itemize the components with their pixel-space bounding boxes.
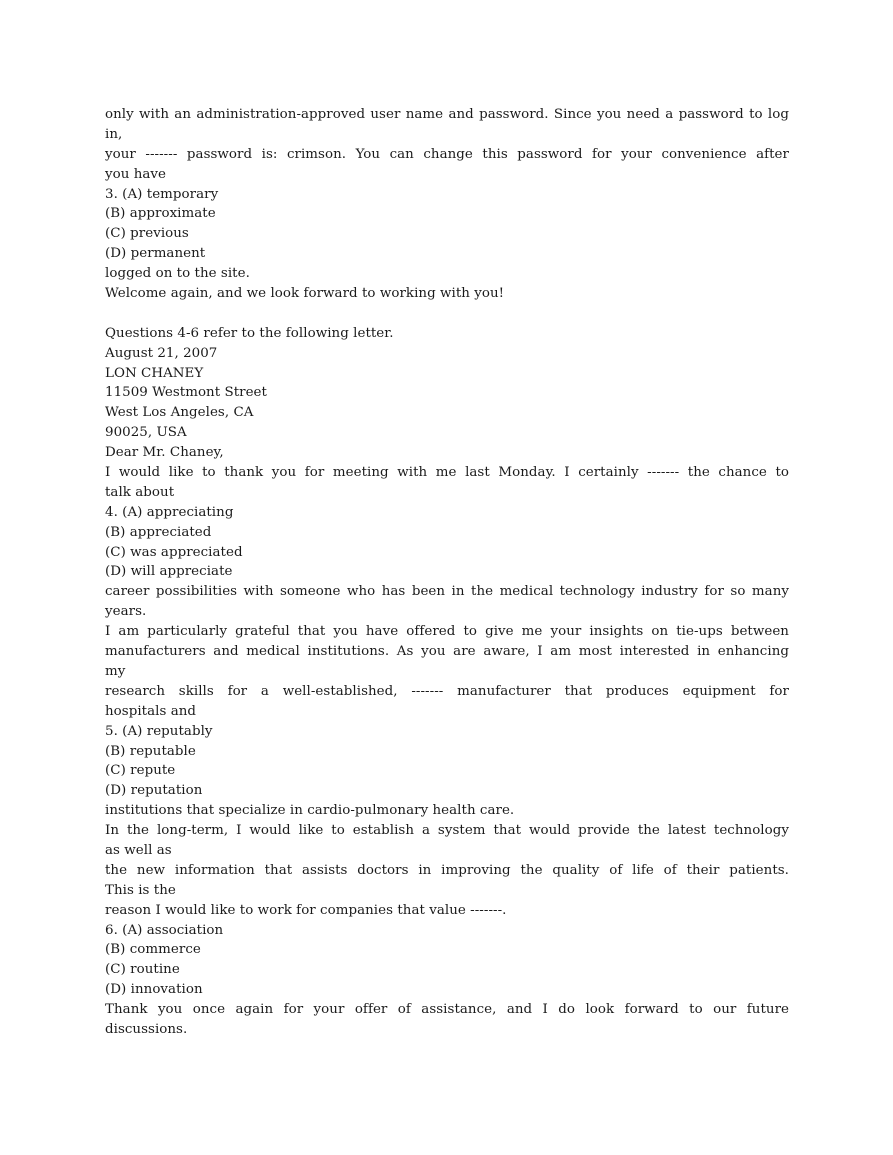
text-line: institutions that specialize in cardio-pulmonary health care. [105,803,515,819]
text-line: Dear Mr. Chaney, [105,445,224,461]
document-page [105,105,789,1040]
text-line: manufacturers and medical institutions. As you are aware, I am most interested in enhancing [105,644,789,660]
text-line: (B) commerce [105,942,201,958]
text-line: (C) was appreciated [105,544,243,560]
text-line: Questions 4-6 refer to the following letter. [105,325,394,341]
text-line: research skills for a well-established, ------- manufacturer that produces equipment for [105,683,789,699]
text-line: (D) reputation [105,783,203,799]
text-line: logged on to the site. [105,266,250,282]
text-line: years. [105,604,147,620]
text-line: 6. (A) association [105,922,224,938]
text-line: 11509 Westmont Street [105,385,267,401]
text-line: I am particularly grateful that you have offered to give me your insights on tie-ups between [105,624,789,640]
text-line: (D) innovation [105,982,203,998]
text-line: reason I would like to work for companies that value -------. [105,902,507,918]
text-line: hospitals and [105,703,197,719]
text-line: I would like to thank you for meeting with me last Monday. I certainly ------- the chance to [105,465,789,481]
text-line: in, [105,126,123,142]
text-line: (B) approximate [105,206,216,222]
text-line: Welcome again, and we look forward to working with you! [105,286,505,302]
text-line: August 21, 2007 [105,345,218,361]
text-line: you have [105,166,167,182]
text-line: my [105,663,126,679]
text-line: (D) will appreciate [105,564,233,580]
text-line: 90025, USA [105,425,187,441]
text-line: (B) reputable [105,743,196,759]
text-line: (D) permanent [105,246,206,262]
text-line: your ------- password is: crimson. You can change this password for your convenience after [105,146,789,162]
text-line: as well as [105,842,172,858]
text-line: West Los Angeles, CA [105,405,254,421]
text-line: career possibilities with someone who has been in the medical technology industry for so many [105,584,789,600]
text-line: 3. (A) temporary [105,186,219,202]
text-line: the new information that assists doctors in improving the quality of life of their patients. [105,862,789,878]
text-line: only with an administration-approved user name and password. Since you need a password to log [105,107,789,122]
text-line: talk about [105,484,175,500]
blank-line [105,304,789,324]
text-line: discussions. [105,1021,188,1037]
text-line: Thank you once again for your offer of assistance, and I do look forward to our future [105,1002,789,1018]
text-line: 4. (A) appreciating [105,504,234,520]
text-line: (C) repute [105,763,176,779]
text-line: (B) appreciated [105,524,212,540]
text-line: (C) previous [105,226,189,242]
text-line: 5. (A) reputably [105,723,213,739]
text-line: This is the [105,882,176,898]
text-line: In the long-term, I would like to establish a system that would provide the latest technology [105,823,789,839]
text-line: LON CHANEY [105,365,204,381]
text-line: (C) routine [105,962,180,978]
